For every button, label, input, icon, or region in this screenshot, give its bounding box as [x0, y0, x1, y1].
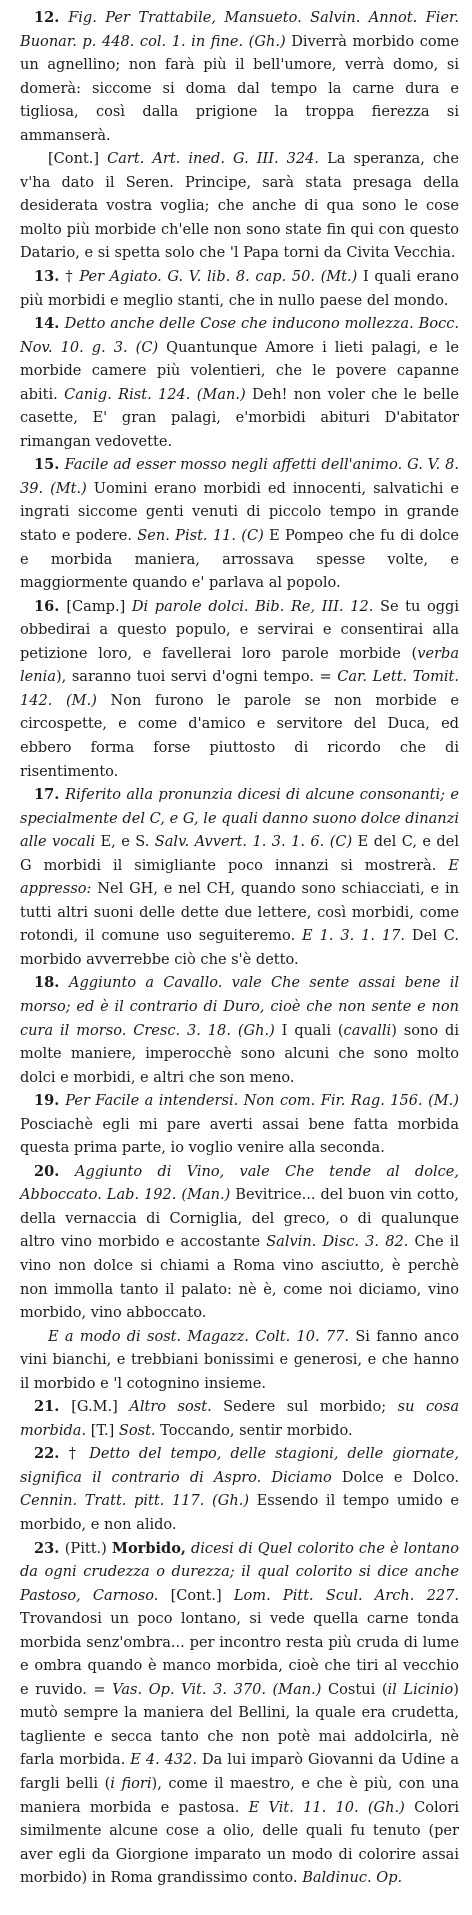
entry-text-run: E del C, e del G morbidi il simigliante poco innanzi si mostrerà. — [20, 833, 459, 874]
entry-text-run: verba lenia — [20, 644, 459, 686]
entry-text-run: E appresso: — [20, 856, 459, 898]
entry-text-run: I quali erano più morbidi e meglio stanti, che in nullo paese del mondo. — [20, 268, 460, 309]
entry-text-run: E, e S. — [95, 833, 155, 851]
entry-text-run: Sedere sul morbido; — [211, 1398, 398, 1416]
sense-13 — [20, 265, 459, 312]
entry-text-run: Altro sost. — [129, 1398, 212, 1416]
sense-number: 17. — [34, 786, 66, 804]
sense-12-cont — [20, 147, 459, 265]
entry-text-run: Trovandosi un poco lontano, si vede quella carne tonda morbida senz'ombra... per incontro resta più cruda di lume e ombra quando è manco morbida, cioè che tiri al vecchio e ruvido. = — [20, 1610, 459, 1698]
sense-number: 20. — [34, 1162, 76, 1180]
sense-16 — [20, 595, 459, 783]
sense-21 — [20, 1395, 459, 1442]
entry-text-run: il Licinio — [387, 1680, 454, 1698]
entry-text-run: Lom. Pitt. Scul. Arch. 227. — [233, 1586, 459, 1604]
sense-number: 23. — [34, 1539, 65, 1557]
entry-text-run: Per Facile a intendersi. Non com. Fir. Rag. 156. (M.) — [65, 1092, 459, 1110]
sense-14 — [20, 312, 459, 453]
entry-text-run: Essendo il tempo umido e morbido, e non alido. — [20, 1492, 459, 1533]
entry-text-run: [T.] — [86, 1421, 119, 1439]
sense-20-sost — [20, 1325, 459, 1396]
sense-number: 18. — [34, 974, 69, 992]
sense-18 — [20, 971, 459, 1089]
entry-text-run: Fig. Per Trattabile, Mansueto. Salvin. Annot. Fier. Buonar. p. 448. col. 1. in fine. (Gh.) — [20, 9, 459, 50]
sense-number: 19. — [34, 1092, 66, 1110]
sense-19 — [20, 1089, 459, 1160]
entry-text-run: ), saranno tuoi servi d'ogni tempo. = — [55, 668, 338, 686]
sense-17 — [20, 783, 459, 971]
entry-text-run: Canig. Rist. 124. (Man.) — [64, 385, 246, 403]
entry-text-run: [G.M.] — [71, 1398, 130, 1416]
entry-text-run: I quali ( — [274, 1021, 344, 1039]
sense-number: 22. — [34, 1445, 69, 1463]
entry-text-run: Deh! non voler che le belle casette, E' gran palagi, e'morbidi abituri D'abitator rimangan vedovette. — [20, 385, 460, 450]
entry-text-run: [Cont.] — [158, 1586, 234, 1604]
sense-number: 12. — [34, 9, 69, 26]
entry-text-run: E Vit. 11. 10. (Gh.) — [248, 1798, 405, 1816]
entry-text-run: Da lui imparò Giovanni da Udine a fargli belli ( — [20, 1751, 459, 1793]
entry-text-run: La speranza, che v'ha dato il Seren. Principe, sarà stata presaga della desiderata vostra voglia; che anche di qua sono le cose molto più morbide ch'elle non sono state fin qui con questo Datario, e si spetta solo che 'l Papa torni da Civita Vecchia. — [20, 150, 459, 262]
sense-number: 21. — [34, 1398, 72, 1416]
sense-22 — [20, 1442, 459, 1536]
sense-23 — [20, 1537, 459, 1890]
entry-text-run: E 4. 432. — [130, 1751, 198, 1769]
entry-text-run: E 1. 3. 1. 17. — [302, 927, 406, 945]
entry-text-run: Salvin. Disc. 3. 82. — [266, 1233, 409, 1251]
entry-text-run: Morbido, — [111, 1539, 186, 1557]
entry-text-run: Se tu oggi obbedirai a questo populo, e servirai e consentirai alla petizione loro, e favellerai loro parole morbide ( — [20, 597, 460, 662]
entry-text-run: Che il vino non dolce si chiami a Roma vino asciutto, è perchè non immolla tanto il palato: nè è, come noi diciamo, vino morbido, vino abboccato. — [20, 1233, 459, 1322]
entry-text-run: Di parole dolci. Bib. Re, III. 12. — [131, 597, 374, 615]
entry-text-run: Toccando, sentir morbido. — [155, 1421, 353, 1439]
entry-text-run: Detto del tempo, delle stagioni, delle giornate, significa il contrario di Aspro. Diciamo — [20, 1445, 459, 1486]
entry-text-run: Posciachè egli mi pare averti assai bene fatta morbida questa prima parte, io voglio venire alla seconda. — [20, 1115, 459, 1157]
entry-text-run: Uomini erano morbidi ed innocenti, salvatichi e ingrati siccome genti venuti di piccolo tempo in grande stato e podere. — [20, 479, 459, 545]
sense-number: 16. — [34, 597, 67, 615]
entry-text-run: Per Agiato. G. V. lib. 8. cap. 50. (Mt.) — [79, 268, 358, 286]
entry-text-run: Facile ad esser mosso negli affetti dell'animo. G. V. 8. 39. (Mt.) — [20, 456, 460, 497]
entry-text-run: Quantunque Amore i lieti palagi, e le morbide camere più volentieri, che le povere capanne abiti. — [20, 338, 460, 403]
entry-text-run: E Pompeo che fu di dolce e morbida maniera, arrossava spesse volte, e maggiormente quando e' parlava al popolo. — [20, 527, 459, 592]
entry-text-run: cavalli — [343, 1021, 392, 1039]
entry-text-run: Del C. morbido avverrebbe ciò che s'è detto. — [20, 927, 459, 968]
entry-text-run: Bevitrice... del buon vin cotto, della vernaccia di Corniglia, del greco, o di qualunque altro vino morbido e accostante — [20, 1186, 459, 1251]
entry-text-run: Aggiunto di Vino, vale Che tende al dolce, Abboccato. Lab. 192. (Man.) — [20, 1162, 459, 1204]
entry-text-run: Diverrà morbido come un agnellino; non farà più il bell'umore, verrà domo, si domerà: siccome si doma dal tempo la carne dura e tigliosa, così dalla prigione la troppa fierezza si ammanserà. — [20, 32, 459, 144]
entry-text-run: Detto anche delle Cose che inducono mollezza. Bocc. Nov. 10. g. 3. (C) — [20, 315, 459, 356]
entry-text-run: su cosa morbida. — [20, 1398, 459, 1439]
entry-text-run: E a modo di sost. Magazz. Colt. 10. 77. — [48, 1327, 350, 1345]
sense-15 — [20, 453, 459, 594]
sense-12 — [20, 6, 459, 147]
entry-text-run: i fiori — [110, 1775, 152, 1793]
sense-number: 13. — [34, 268, 66, 286]
entry-text-run: dicesi di Quel colorito che è lontano da ogni crudezza o durezza; il qual colorito si dice anche Pastoso, Carnoso. — [20, 1539, 459, 1604]
sense-20 — [20, 1160, 459, 1325]
entry-text-run: Riferito alla pronunzia dicesi di alcune consonanti; e specialmente del C, e G, le quali danno suono dolce dinanzi alle vocali — [20, 786, 459, 851]
entry-text-run: ), come il maestro, e che è più, con una maniera morbida e pastosa. — [20, 1775, 459, 1816]
entry-text-run: † — [65, 268, 80, 286]
entry-text-run: [Cont.] — [48, 150, 108, 168]
entry-text-run: (Pitt.) — [64, 1539, 112, 1557]
entry-text-run: Cart. Art. ined. G. III. 324. — [107, 150, 320, 168]
entry-text-run: Costui ( — [321, 1680, 388, 1698]
entry-text-run: [Camp.] — [66, 597, 132, 615]
entry-text-run: Non furono le parole se non morbide e circospette, e come d'amico e servitore del Duca, ed ebbero forma forse piuttosto di ricordo che di risentimento. — [20, 691, 459, 780]
entry-text-run: Si fanno anco vini bianchi, e trebbiani bonissimi e generosi, e che hanno il morbido e 'l cotognino insieme. — [20, 1327, 459, 1392]
sense-number: 15. — [34, 456, 65, 474]
entry-text-run: Nel GH, e nel CH, quando sono schiacciati, e in tutti altri suoni delle dette due lettere, così morbidi, come rotondi, il comune uso seguiteremo. — [20, 880, 459, 945]
sense-number: 14. — [34, 315, 65, 333]
entry-text-run: Vas. Op. Vit. 3. 370. (Man.) — [112, 1680, 322, 1698]
entry-text-run: Colori similmente alcune cose a olio, delle quali fu tenuto (per aver egli da Giorgione imparato un modo di colorire assai morbido) in Roma grandissimo conto. — [20, 1798, 459, 1887]
entry-text-run: Baldinuc. Op. — [302, 1869, 403, 1887]
entry-text-run: Salv. Avvert. 1. 3. 1. 6. (C) — [154, 833, 353, 851]
entry-text-run: ) sono di molte maniere, imperocchè sono alcuni che sono molto dolci e morbidi, e altri che son meno. — [20, 1021, 459, 1086]
entry-text-run: Sen. Pist. 11. (C) — [137, 527, 264, 545]
entry-text-run: Sost. — [118, 1421, 156, 1439]
entry-text-run: Car. Lett. Tomit. 142. (M.) — [20, 668, 459, 709]
entry-text-run: Aggiunto a Cavallo. vale Che sente assai bene il morso; ed è il contrario di Duro, cioè che non sente e non cura il morso. Cresc. 3. 18. (Gh.) — [20, 974, 460, 1039]
entry-text-run: † — [68, 1445, 90, 1463]
entry-text-run: Cennin. Tratt. pitt. 117. (Gh.) — [20, 1492, 250, 1510]
entry-text-run: ) mutò sempre la maniera del Bellini, la quale era crudetta, tagliente e secca tanto che non potè mai addolcirla, nè farla morbida. — [20, 1680, 459, 1769]
entry-text-run: Dolce e Dolco. — [331, 1468, 459, 1486]
